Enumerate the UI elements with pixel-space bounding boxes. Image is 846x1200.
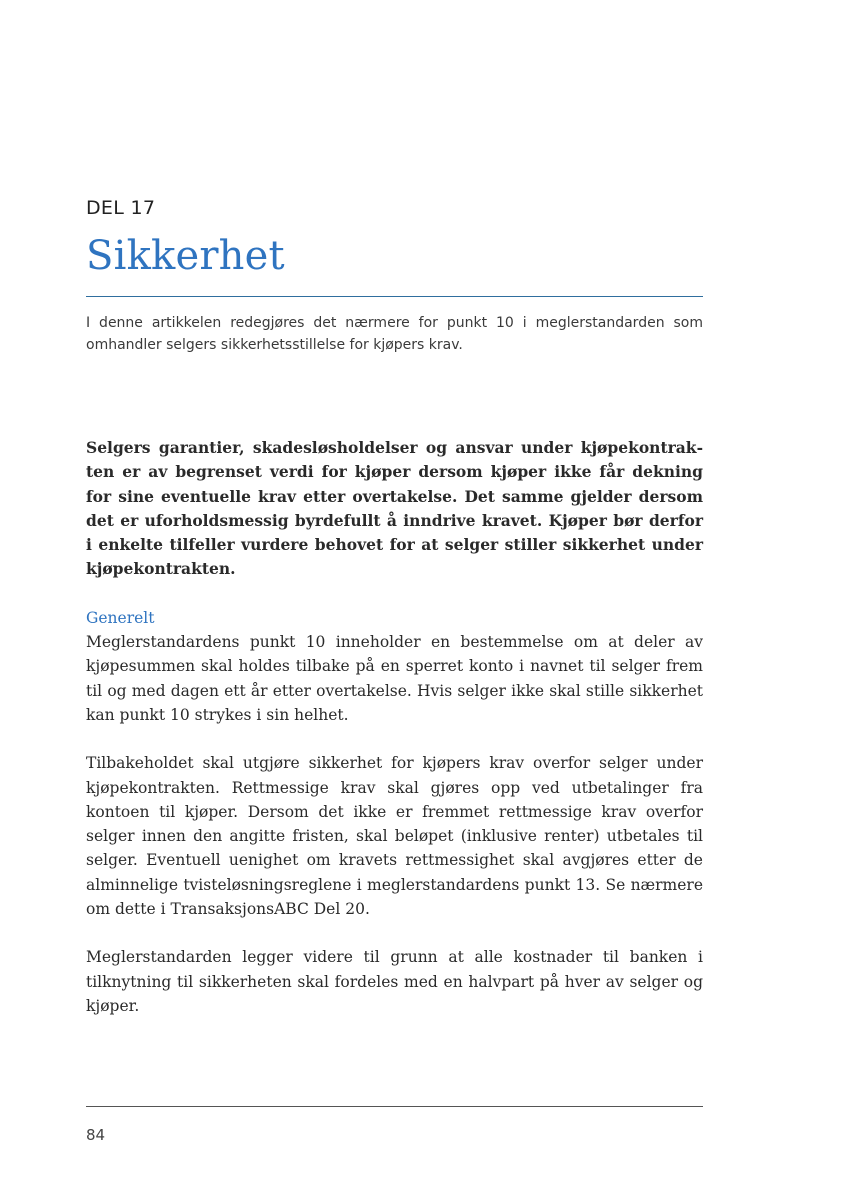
intro-text: I denne artikkelen redegjøres det nærmere for punkt 10 i meglerstandarden som omhandler selgers sikkerhetsstillelse for kjøpers krav. <box>86 315 703 353</box>
body-paragraph: Meglerstandardens punkt 10 inneholder en bestemmelse om at deler av kjøpesummen skal holdes tilbake på en sperret konto i navnet til selger frem til og med dagen ett år etter overtakelse. Hvis selger ikke skal stille sikkerhet kan punkt 10 strykes i sin helhet. <box>86 633 703 724</box>
footer-divider <box>86 1106 703 1107</box>
article-body <box>86 436 703 1042</box>
title-divider <box>86 296 703 297</box>
document-page <box>86 0 703 1200</box>
part-label: DEL 17 <box>86 197 156 219</box>
section-heading: Generelt <box>86 608 155 627</box>
body-paragraph: Tilbakeholdet skal utgjøre sikkerhet for kjøpers krav overfor selger under kjøpekontrakten. Rettmessige krav skal gjøres opp ved utbetalinger fra kontoen til kjøper. Dersom det ikke er fremmet rettmessige krav overfor selger innen den angitte fristen, skal beløpet (inklusive renter) utbetales til selger. Eventuell uenighet om kravets rettmessighet skal avgjøres etter de alminnelige tvisteløsningsreglene i meglerstandardens punkt 13. Se nærmere om dette i TransaksjonsABC Del 20. <box>86 754 703 919</box>
page-number: 84 <box>86 1126 106 1144</box>
page-title: Sikkerhet <box>86 233 285 279</box>
body-paragraph: Meglerstandarden legger videre til grunn at alle kostnader til banken i tilknytning til sikkerheten skal fordeles med en halvpart på hver av selger og kjøper. <box>86 948 703 1015</box>
lead-paragraph: Selgers garantier, skadesløsholdelser og ansvar under kjøpekontrakten er av begrenset verdi for kjøper dersom kjøper ikke får dekning for sine eventuelle krav etter overtakelse. Det samme gjelder dersom det er uforholdsmessig byrdefullt å inndrive kravet. Kjøper bør derfor i enkelte tilfeller vurdere behovet for at selger stiller sikkerhet under kjøpekontrakten. <box>86 438 703 579</box>
